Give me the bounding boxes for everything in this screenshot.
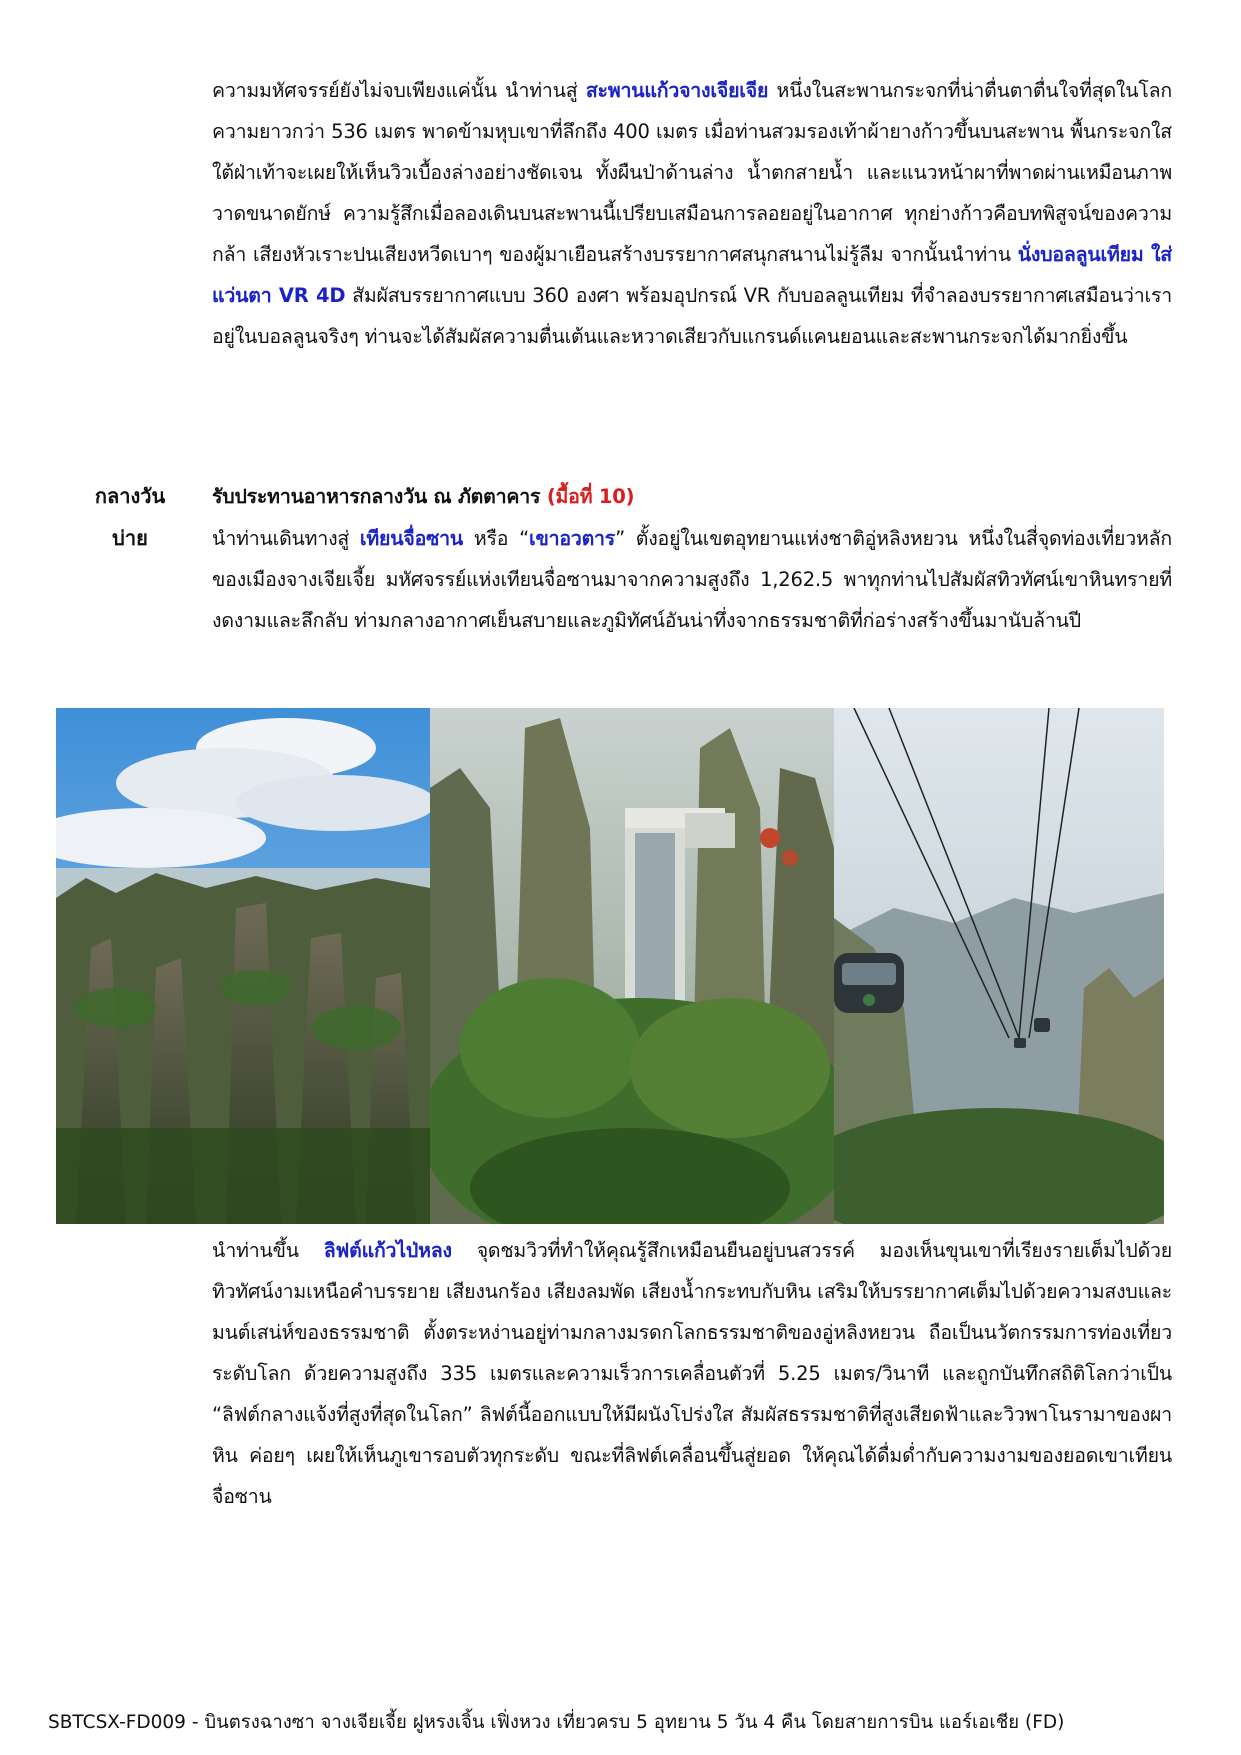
cable-car-photo [834, 708, 1164, 1224]
avatar-highlight: เขาอวตาร [528, 527, 616, 550]
glass-bridge-highlight: สะพานแก้วจางเจียเจีย [585, 79, 769, 102]
tianzi-highlight: เทียนจื่อซาน [359, 527, 464, 550]
meal-number: (มื้อที่ 10) [546, 485, 635, 508]
afternoon-text-3: ” ตั้งอยู่ในเขตอุทยานแห่งชาติอู่หลิงหยวน หนึ่งในสี่จุดท่องเที่ยวหลักของเมืองจางเจียเจี้ย มหัศจรรย์แห่งเทียนจื่อซานมาจากความสูงถึง 1,262.5 พาทุกท่านไปสัมผัสทิวทัศน์เขาหินทรายที่งดงามและลึกลับ ท่ามกลางอากาศเย็นสบายและภูมิทัศน์อันน่าทึ่งจากธรรมชาติที่ก่อร่างสร้างขึ้นมานับล้านปี [212, 527, 1172, 632]
intro-text-2: หนึ่งในสะพานกระจกที่น่าตื่นตาตื่นใจที่สุดในโลก ความยาวกว่า 536 เมตร พาดข้ามหุบเขาที่ลึกถึง 400 เมตร เมื่อท่านสวมรองเท้าผ้ายางก้าวขึ้นบนสะพาน พื้นกระจกใสใต้ฝ่าเท้าจะเผยให้เห็นวิวเบื้องล่างอย่างชัดเจน ทั้งผืนป่าด้านล่าง น้ำตกสายน้ำ และแนวหน้าผาที่พาดผ่านเหมือนภาพวาดขนาดยักษ์ ความรู้สึกเมื่อลองเดินบนสะพานนี้เปรียบเสมือนการลอยอยู่ในอากาศ ทุกย่างก้าวคือบทพิสูจน์ของความกล้า เสียงหัวเราะปนเสียงหวีดเบาๆ ของผู้มาเยือนสร้างบรรยากาศสนุกสนานไม่รู้ลืม จากนั้นนำท่าน [212, 79, 1172, 266]
intro-text-1: ความมหัศจรรย์ยังไม่จบเพียงแค่นั้น นำท่านสู่ [212, 79, 586, 102]
afternoon-label: บ่าย [112, 526, 148, 550]
afternoon-text-2: หรือ “ [463, 527, 529, 550]
tianzi-mountain-photo [56, 708, 430, 1224]
lunch-label: กลางวัน [94, 484, 166, 508]
afternoon-text-1: นำท่านเดินทางสู่ [212, 527, 360, 550]
bailong-elevator-photo [430, 708, 834, 1224]
elevator-text-2: จุดชมวิวที่ทำให้คุณรู้สึกเหมือนยืนอยู่บนสวรรค์ มองเห็นขุนเขาที่เรียงรายเต็มไปด้วยทิวทัศน์งามเหนือคำบรรยาย เสียงนกร้อง เสียงลมพัด เสียงน้ำกระทบกับหิน เสริมให้บรรยากาศเต็มไปด้วยความสงบและมนต์เสน่ห์ของธรรมชาติ ตั้งตระหง่านอยู่ท่ามกลางมรดกโลกธรรมชาติของอู่หลิงหยวน ถือเป็นนวัตกรรมการท่องเที่ยวระดับโลก ด้วยความสูงถึง 335 เมตรและความเร็วการเคลื่อนตัวที่ 5.25 เมตร/วินาที และถูกบันทึกสถิติโลกว่าเป็น “ลิฟต์กลางแจ้งที่สูงที่สุดในโลก” ลิฟต์นี้ออกแบบให้มีผนังโปร่งใส สัมผัสธรรมชาติที่สูงเสียดฟ้าและวิวพาโนรามาของผาหิน ค่อยๆ เผยให้เห็นภูเขารอบตัวทุกระดับ ขณะที่ลิฟต์เคลื่อนขึ้นสู่ยอด ให้คุณได้ดื่มด่ำกับความงามของยอดเขาเทียนจื่อซาน [212, 1239, 1173, 1508]
afternoon-paragraph [212, 518, 1172, 641]
lunch-text: รับประทานอาหารกลางวัน ณ ภัตตาคาร [212, 485, 547, 508]
vr-balloon-highlight: นั่งบอลลูนเทียม ใส่แว่นตา VR 4D [212, 243, 1172, 307]
intro-paragraph [212, 70, 1172, 357]
elevator-text-1: นำท่านขึ้น [212, 1239, 324, 1262]
bailong-elevator-highlight: ลิฟต์แก้วไป่หลง [323, 1239, 452, 1262]
page-footer: SBTCSX-FD009 - บินตรงฉางซา จางเจียเจี้ย ฝูหรงเจิ้น เฟิ่งหวง เที่ยวครบ 5 อุทยาน 5 วัน 4 คืน โดยสายการบิน แอร์เอเชีย (FD) [48, 1712, 1065, 1733]
lunch-row [212, 476, 1172, 517]
intro-text-3: สัมผัสบรรยากาศแบบ 360 องศา พร้อมอุปกรณ์ VR กับบอลลูนเทียม ที่จำลองบรรยากาศเสมือนว่าเราอยู่ในบอลลูนจริงๆ ท่านจะได้สัมผัสความตื่นเต้นและหวาดเสียวกับแกรนด์แคนยอนและสะพานกระจกได้มากยิ่งขึ้น [212, 284, 1172, 348]
elevator-paragraph [212, 1230, 1172, 1517]
